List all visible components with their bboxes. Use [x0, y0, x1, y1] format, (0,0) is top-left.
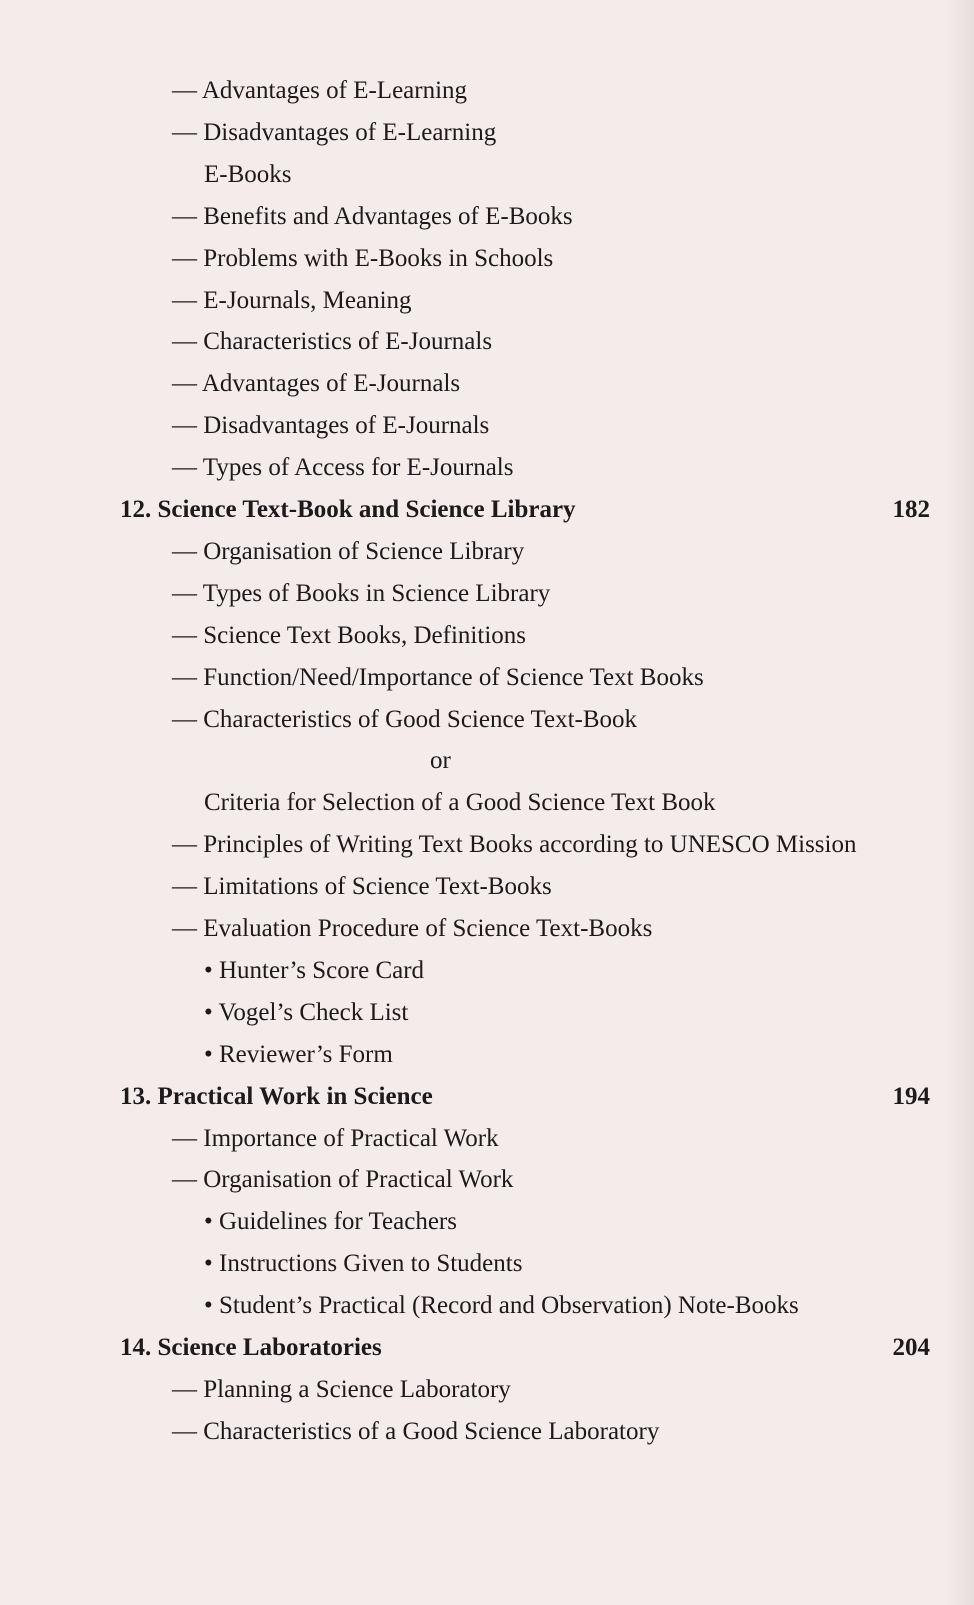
page-edge-shadow: [944, 0, 974, 1605]
toc-entry: — Benefits and Advantages of E-Books: [172, 203, 573, 230]
toc-entry: — Types of Access for E-Journals: [172, 454, 514, 481]
toc-entry: — Importance of Practical Work: [172, 1125, 499, 1152]
toc-entry: — Disadvantages of E-Journals: [172, 412, 490, 439]
toc-sub-bullet: • Student’s Practical (Record and Observation) Note-Books: [204, 1292, 799, 1319]
toc-entry: or: [430, 747, 451, 774]
toc-sub-bullet: • Guidelines for Teachers: [204, 1208, 457, 1235]
toc-sub-bullet: • Instructions Given to Students: [204, 1250, 523, 1277]
toc-entry: — Planning a Science Laboratory: [172, 1376, 511, 1403]
toc-entry: — Limitations of Science Text-Books: [172, 873, 552, 900]
toc-entry: — Organisation of Science Library: [172, 538, 525, 565]
toc-entry: — Characteristics of a Good Science Laboratory: [172, 1418, 660, 1445]
toc-entry: — Organisation of Practical Work: [172, 1166, 514, 1193]
page-number: 204: [892, 1334, 930, 1361]
toc-entry: — Types of Books in Science Library: [172, 580, 551, 607]
chapter-title: 12. Science Text-Book and Science Library: [120, 496, 576, 523]
chapter-title: 14. Science Laboratories: [120, 1334, 382, 1361]
toc-entry: — Science Text Books, Definitions: [172, 622, 526, 649]
toc-entry: E-Books: [204, 161, 292, 188]
toc-entry: — E-Journals, Meaning: [172, 287, 412, 314]
toc-entry: Criteria for Selection of a Good Science Text Book: [204, 789, 716, 816]
toc-sub-bullet: • Reviewer’s Form: [204, 1041, 393, 1068]
toc-entry: — Function/Need/Importance of Science Text Books: [172, 664, 704, 691]
toc-entry: — Characteristics of Good Science Text-Book: [172, 706, 638, 733]
toc-sub-bullet: • Hunter’s Score Card: [204, 957, 425, 984]
toc-entry: — Characteristics of E-Journals: [172, 328, 493, 355]
toc-sub-bullet: • Vogel’s Check List: [204, 999, 409, 1026]
toc-entry: — Evaluation Procedure of Science Text-Books: [172, 915, 653, 942]
chapter-title: 13. Practical Work in Science: [120, 1083, 433, 1110]
page-number: 194: [892, 1083, 930, 1110]
page-number: 182: [892, 496, 930, 523]
toc-entry: — Problems with E-Books in Schools: [172, 245, 554, 272]
toc-entry: — Disadvantages of E-Learning: [172, 119, 497, 146]
toc-entry: — Advantages of E-Journals: [172, 370, 461, 397]
toc-entry: — Principles of Writing Text Books according to UNESCO Mission: [172, 831, 857, 858]
toc-entry: — Advantages of E-Learning: [172, 77, 468, 104]
